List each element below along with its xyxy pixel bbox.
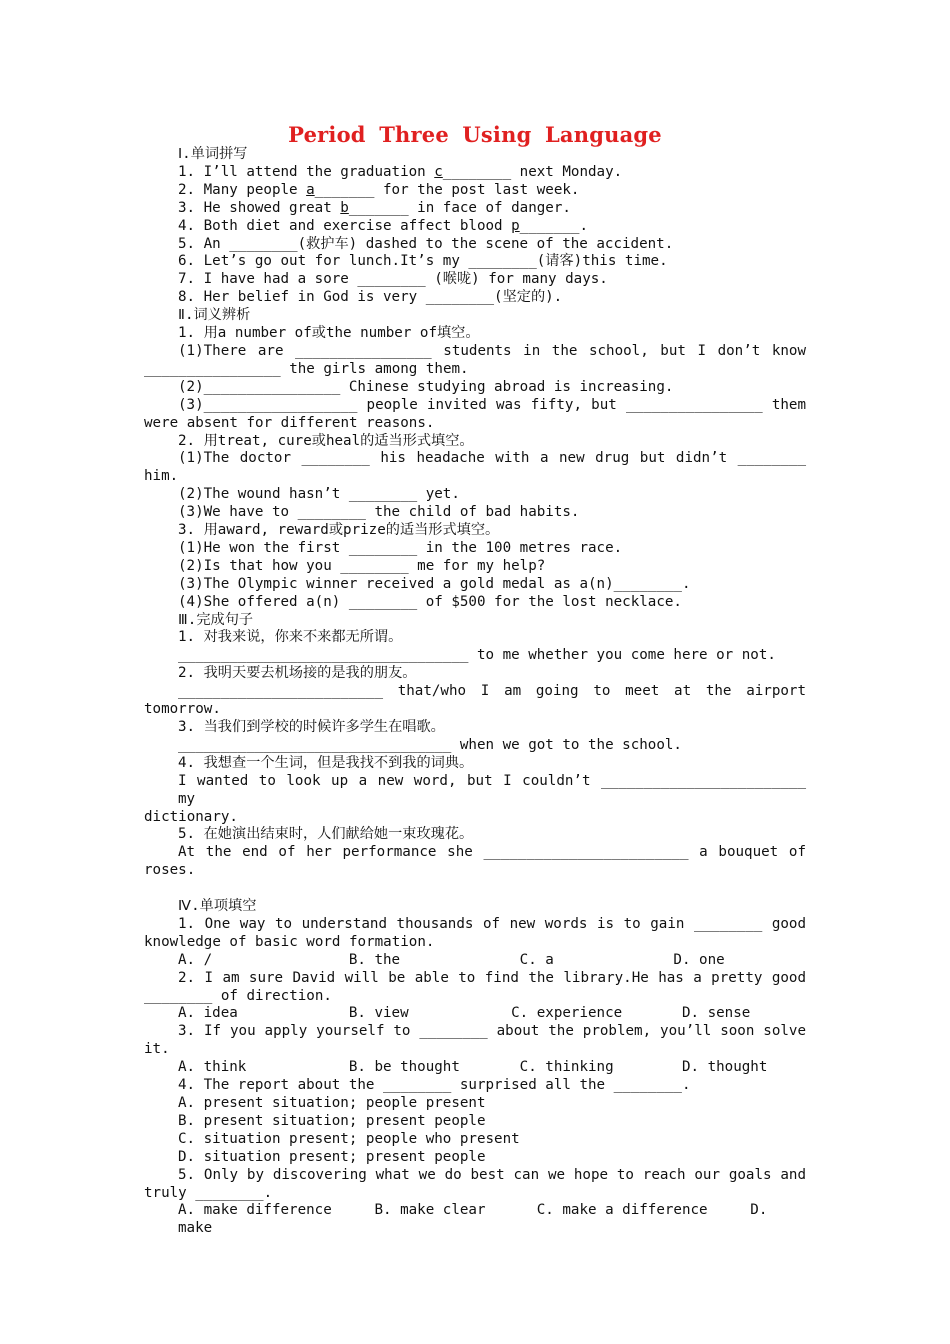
line-tail: _______ in face of danger. <box>348 199 571 216</box>
text-line: Ⅳ.单项填空 <box>178 898 257 915</box>
text-line: ________ of direction. <box>144 987 332 1004</box>
text-line: 5. 在她演出结束时，人们献给她一束玫瑰花。 <box>178 826 474 843</box>
text-line: 4. The report about the ________ surprised all the ________. <box>178 1077 691 1094</box>
text-line: were absent for different reasons. <box>144 414 435 431</box>
text-line: roses. <box>144 862 196 879</box>
text-line: it. <box>144 1041 170 1058</box>
text-line: (2)The wound hasn’t ________ yet. <box>178 486 460 503</box>
line-text: 1. I’ll attend the graduation <box>178 163 435 180</box>
spacer <box>144 880 806 898</box>
text-line: tomorrow. <box>144 701 221 718</box>
text-line: him. <box>144 468 179 485</box>
line-tail: _______. <box>519 217 589 234</box>
text-line: 4. 我想查一个生词，但是我找不到我的词典。 <box>178 754 474 771</box>
text-line: (2)Is that how you ________ me for my help? <box>178 557 546 574</box>
text-line: A. make difference B. make clear C. make a difference D. make <box>178 1202 776 1237</box>
hint-letter: a <box>306 181 315 198</box>
text-line: I wanted to look up a new word, but I couldn’t ________________________ my <box>178 772 815 807</box>
text-line: (3)__________________ people invited was fifty, but ________________ them <box>178 396 806 413</box>
text-line: dictionary. <box>144 808 238 825</box>
text-line: (3)The Olympic winner received a gold medal as a(n)________. <box>178 575 691 592</box>
text-line <box>144 200 806 218</box>
text-line: truly ________. <box>144 1184 273 1201</box>
text-line: 8. Her belief in God is very ________(坚定的). <box>178 289 563 306</box>
text-line: 1. 对我来说，你来不来都无所谓。 <box>178 629 403 646</box>
text-line: (3)We have to ________ the child of bad habits. <box>178 504 580 521</box>
text-line: C. situation present; people who present <box>178 1130 520 1147</box>
hint-letter: c <box>434 163 443 180</box>
text-line: A. / B. the C. a D. one <box>178 951 725 968</box>
text-line <box>144 182 806 200</box>
text-line: ________________________________ when we got to the school. <box>178 736 682 753</box>
text-line: At the end of her performance she ________________________ a bouquet of <box>178 844 806 861</box>
text-line: B. present situation; present people <box>178 1112 486 1129</box>
line-tail: _______ for the post last week. <box>314 181 580 198</box>
text-line: 2. I am sure David will be able to find the library.He has a pretty good <box>178 969 806 986</box>
text-line: Ⅰ.单词拼写 <box>178 146 248 162</box>
worksheet-body <box>144 146 815 1238</box>
text-line <box>144 218 806 236</box>
text-line: 3. If you apply yourself to ________ about the problem, you’ll soon solve <box>178 1023 806 1040</box>
text-line: (1)The doctor ________ his headache with a new drug but didn’t ________ <box>178 450 806 467</box>
line-tail: ________ next Monday. <box>442 163 623 180</box>
text-line: D. situation present; present people <box>178 1148 486 1165</box>
text-line: 2. 我明天要去机场接的是我的朋友。 <box>178 665 417 682</box>
line-text: 3. He showed great <box>178 199 341 216</box>
text-line: knowledge of basic word formation. <box>144 933 435 950</box>
text-line: ________________________ that/who I am going to meet at the airport <box>178 683 806 700</box>
text-line <box>144 164 806 182</box>
hint-letter: b <box>340 199 349 216</box>
text-line: Ⅱ.词义辨析 <box>178 307 251 324</box>
page-title: Period Three Using Language <box>288 122 662 147</box>
line-text: 2. Many people <box>178 181 307 198</box>
text-line: __________________________________ to me whether you come here or not. <box>178 647 776 664</box>
text-line: Ⅲ.完成句子 <box>178 611 254 628</box>
text-line: ________________ the girls among them. <box>144 360 469 377</box>
text-line: 5. An ________(救护车) dashed to the scene of the accident. <box>178 235 674 252</box>
text-line: A. idea B. view C. experience D. sense <box>178 1005 751 1022</box>
text-line: 3. 用award, reward或prize的适当形式填空。 <box>178 522 500 539</box>
text-line: 1. One way to understand thousands of new words is to gain ________ good <box>178 915 806 932</box>
text-line: A. think B. be thought C. thinking D. thought <box>178 1059 768 1076</box>
text-line: 7. I have had a sore ________ (喉咙) for many days. <box>178 271 608 288</box>
hint-letter: p <box>511 217 520 234</box>
text-line: 2. 用treat, cure或heal的适当形式填空。 <box>178 432 474 449</box>
line-text: 4. Both diet and exercise affect blood <box>178 217 512 234</box>
text-line: 1. 用a number of或the number of填空。 <box>178 325 480 342</box>
text-line: (1)There are ________________ students in the school, but I don’t know <box>178 342 806 359</box>
text-line: (2)________________ Chinese studying abroad is increasing. <box>178 378 674 395</box>
text-line: 5. Only by discovering what we do best can we hope to reach our goals and <box>178 1166 806 1183</box>
text-line: (4)She offered a(n) ________ of $500 for the lost necklace. <box>178 593 682 610</box>
text-line: A. present situation; people present <box>178 1095 486 1112</box>
text-line: 6. Let’s go out for lunch.It’s my ________(请客)this time. <box>178 253 668 270</box>
text-line: (1)He won the first ________ in the 100 metres race. <box>178 539 623 556</box>
text-line: 3. 当我们到学校的时候许多学生在唱歌。 <box>178 719 445 735</box>
